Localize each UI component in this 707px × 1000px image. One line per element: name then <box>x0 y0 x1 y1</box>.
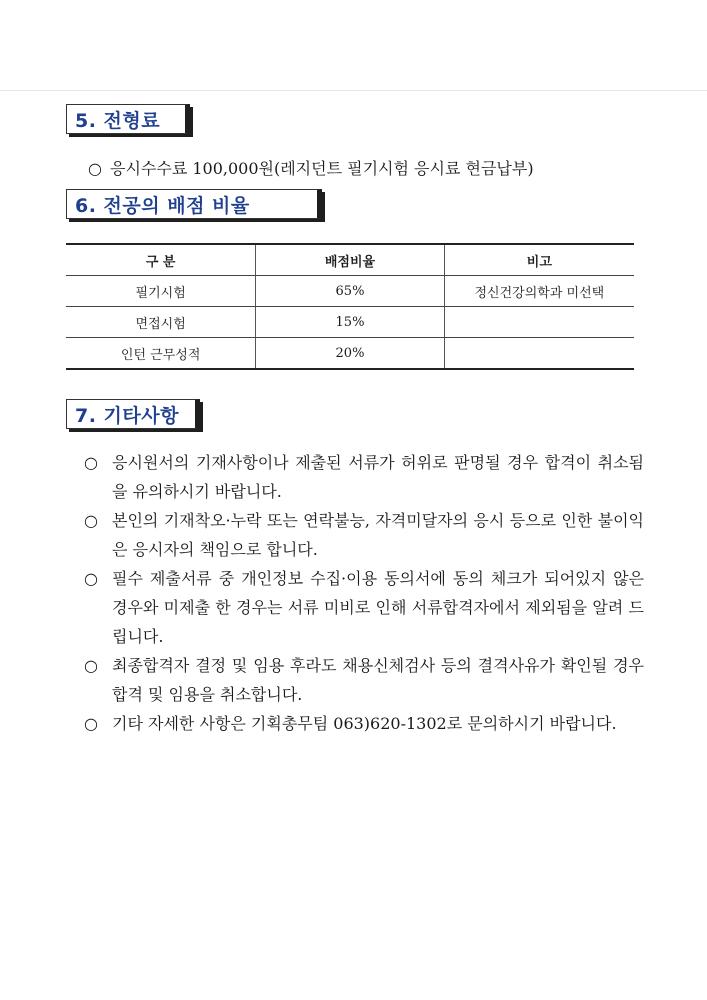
score-ratio-table <box>66 243 634 370</box>
section-heading-score-ratio <box>66 189 322 219</box>
list-item <box>84 506 644 564</box>
table-cell: 필기시험 <box>66 276 256 307</box>
table-cell: 65% <box>256 276 444 307</box>
circle-bullet-icon: ○ <box>84 569 98 588</box>
circle-bullet-icon: ○ <box>84 714 98 733</box>
table-cell: 면접시험 <box>66 307 256 338</box>
table-cell: 15% <box>256 307 444 338</box>
table-cell: 정신건강의학과 미선택 <box>444 276 634 307</box>
note-text: 본인의 기재착오·누락 또는 연락불능, 자격미달자의 응시 등으로 인한 불이익은 응시자의 책임으로 합니다. <box>112 511 644 559</box>
section-heading-fee <box>66 104 190 134</box>
table-cell <box>444 338 634 370</box>
section-title: 6. 전공의 배점 비율 <box>75 195 250 217</box>
column-header-category: 구 분 <box>66 244 256 276</box>
table-row <box>66 307 634 338</box>
note-text: 필수 제출서류 중 개인정보 수집·이용 동의서에 동의 체크가 되어있지 않은 경우와 미제출 한 경우는 서류 미비로 인해 서류합격자에서 제외됨을 알려 드립니다. <box>112 569 644 646</box>
list-item <box>84 709 644 738</box>
page-top-rule <box>0 90 707 91</box>
circle-bullet-icon: ○ <box>84 453 98 472</box>
circle-bullet-icon: ○ <box>88 159 102 178</box>
table-cell: 20% <box>256 338 444 370</box>
section-heading-misc <box>66 399 200 429</box>
table-header-row <box>66 244 634 276</box>
note-text: 최종합격자 결정 및 임용 후라도 채용신체검사 등의 결격사유가 확인될 경우 합격 및 임용을 취소합니다. <box>112 656 644 704</box>
note-text: 기타 자세한 사항은 기획총무팀 063)620-1302로 문의하시기 바랍니다. <box>112 714 617 733</box>
table-cell: 인턴 근무성적 <box>66 338 256 370</box>
circle-bullet-icon: ○ <box>84 656 98 675</box>
list-item <box>84 564 644 651</box>
table-row <box>66 338 634 370</box>
fee-text: 응시수수료 100,000원(레지던트 필기시험 응시료 현금납부) <box>110 159 534 178</box>
fee-line <box>88 156 534 179</box>
note-text: 응시원서의 기재사항이나 제출된 서류가 허위로 판명될 경우 합격이 취소됨을 유의하시기 바랍니다. <box>112 453 644 501</box>
section-title: 5. 전형료 <box>75 110 161 132</box>
section-title: 7. 기타사항 <box>75 405 179 427</box>
column-header-remark: 비고 <box>444 244 634 276</box>
misc-notes-list <box>84 448 644 738</box>
circle-bullet-icon: ○ <box>84 511 98 530</box>
table-cell <box>444 307 634 338</box>
list-item <box>84 651 644 709</box>
table-row <box>66 276 634 307</box>
column-header-ratio: 배점비율 <box>256 244 444 276</box>
list-item <box>84 448 644 506</box>
